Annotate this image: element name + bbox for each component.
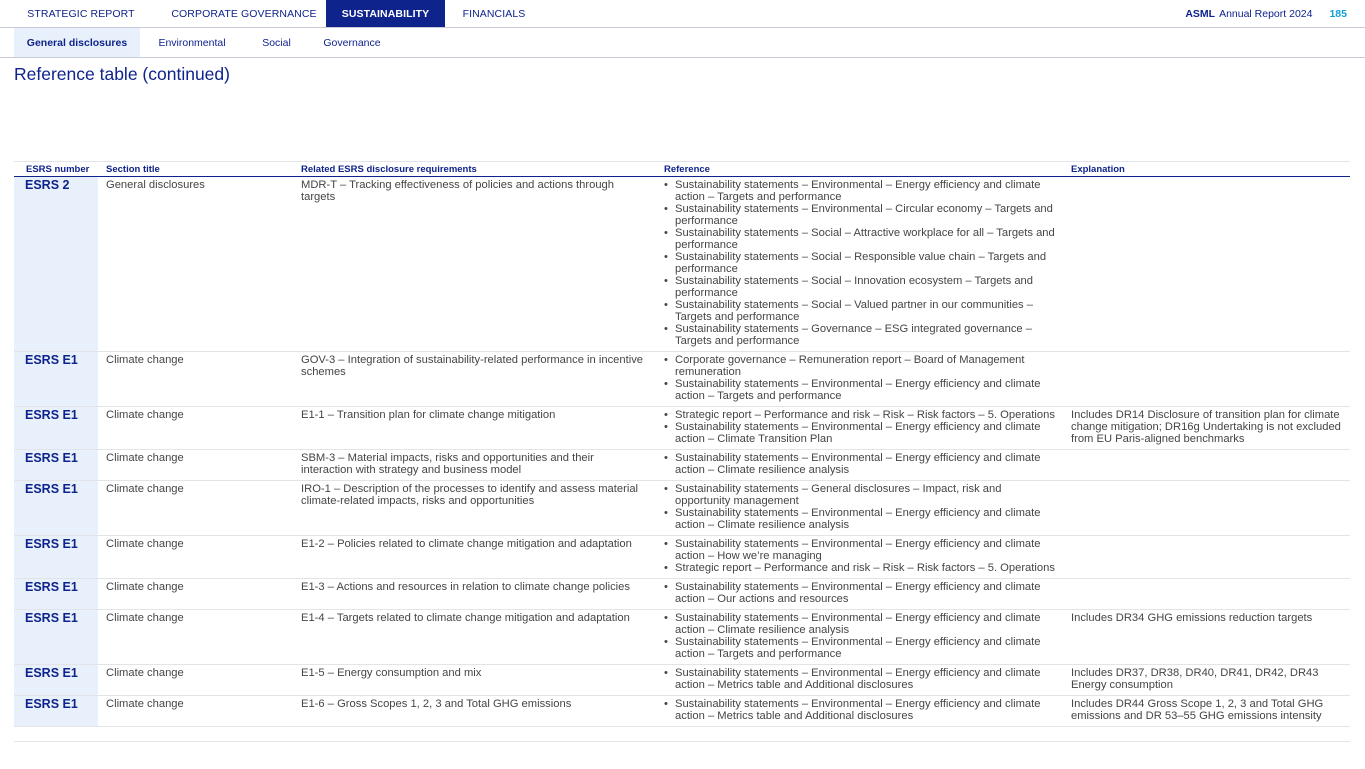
reference-list: [664, 612, 1055, 660]
reference-cell: [656, 696, 1063, 726]
reference-item: • Strategic report – Performance and risk – Risk – Risk factors – 5. Operations: [664, 562, 1055, 574]
subtab-social[interactable]: Social: [262, 36, 291, 49]
tab-strategic-report[interactable]: STRATEGIC REPORT: [27, 7, 135, 20]
table-row: [14, 696, 1350, 727]
disclosure-requirement: GOV-3 – Integration of sustainability-related performance in incentive schemes: [301, 354, 644, 378]
esrs-number: ESRS E1: [14, 407, 98, 449]
reference-table: [14, 161, 1350, 727]
reference-list: [664, 452, 1055, 476]
esrs-number: ESRS E1: [14, 450, 98, 480]
esrs-number: ESRS E1: [14, 579, 98, 609]
reference-list: [664, 354, 1055, 402]
reference-cell: [656, 352, 1063, 406]
reference-item: • Sustainability statements – Environmental – Energy efficiency and climate action – Metrics table and Additional disclosures: [664, 667, 1055, 691]
table-row: [14, 610, 1350, 665]
header-disclosure-requirements: Related ESRS disclosure requirements: [301, 164, 477, 175]
reference-item: • Sustainability statements – Social – Valued partner in our communities – Targets and performance: [664, 299, 1055, 323]
header-explanation: Explanation: [1071, 164, 1125, 175]
reference-item: • Sustainability statements – Environmental – Energy efficiency and climate action – Targets and performance: [664, 378, 1055, 402]
reference-list: [664, 698, 1055, 722]
esrs-number: ESRS E1: [14, 696, 98, 726]
reference-list: [664, 483, 1055, 531]
reference-item: • Sustainability statements – Environmental – Energy efficiency and climate action – Climate resilience analysis: [664, 507, 1055, 531]
section-title: Climate change: [106, 538, 184, 550]
reference-cell: [656, 481, 1063, 535]
table-row: [14, 536, 1350, 579]
reference-cell: [656, 450, 1063, 480]
table-end-rule: [14, 741, 1350, 742]
reference-item: • Strategic report – Performance and risk – Risk – Risk factors – 5. Operations: [664, 409, 1055, 421]
reference-item: • Sustainability statements – Environmental – Energy efficiency and climate action – Climate resilience analysis: [664, 612, 1055, 636]
reference-cell: [656, 665, 1063, 695]
reference-item: • Sustainability statements – Governance – ESG integrated governance – Targets and performance: [664, 323, 1055, 347]
reference-item: • Sustainability statements – Environmental – Energy efficiency and climate action – Metrics table and Additional disclosures: [664, 698, 1055, 722]
reference-cell: [656, 610, 1063, 664]
subtab-environmental[interactable]: Environmental: [158, 36, 226, 49]
reference-cell: [656, 407, 1063, 449]
table-row: [14, 352, 1350, 407]
reference-list: [664, 667, 1055, 691]
report-brand: [1185, 0, 1365, 28]
section-title: Climate change: [106, 354, 184, 366]
disclosure-requirement: E1-3 – Actions and resources in relation to climate change policies: [301, 581, 630, 593]
section-title: General disclosures: [106, 179, 205, 191]
header-section-title: Section title: [106, 164, 160, 175]
table-row: [14, 450, 1350, 481]
section-title: Climate change: [106, 698, 184, 710]
tab-corporate-governance[interactable]: CORPORATE GOVERNANCE: [171, 7, 317, 20]
explanation: Includes DR34 GHG emissions reduction targets: [1071, 612, 1313, 624]
section-title: Climate change: [106, 452, 184, 464]
esrs-number: ESRS E1: [14, 481, 98, 535]
header-reference: Reference: [664, 164, 710, 175]
esrs-number: ESRS E1: [14, 665, 98, 695]
reference-item: • Sustainability statements – Environmental – Energy efficiency and climate action – Targets and performance: [664, 179, 1055, 203]
table-header: [14, 161, 1350, 177]
disclosure-requirement: E1-4 – Targets related to climate change mitigation and adaptation: [301, 612, 630, 624]
explanation: [1063, 352, 1350, 406]
reference-item: • Sustainability statements – Social – Innovation ecosystem – Targets and performance: [664, 275, 1055, 299]
explanation: [1063, 536, 1350, 578]
subtab-general-disclosures[interactable]: General disclosures: [14, 28, 140, 57]
table-row: [14, 177, 1350, 352]
table-row: [14, 579, 1350, 610]
explanation: [1063, 579, 1350, 609]
explanation: [1063, 450, 1350, 480]
disclosure-requirement: E1-6 – Gross Scopes 1, 2, 3 and Total GHG emissions: [301, 698, 572, 710]
section-title: Climate change: [106, 667, 184, 679]
explanation: Includes DR37, DR38, DR40, DR41, DR42, DR43 Energy consumption: [1071, 667, 1319, 691]
reference-item: • Sustainability statements – Environmental – Energy efficiency and climate action – How we’re managing: [664, 538, 1055, 562]
section-title: Climate change: [106, 612, 184, 624]
subtab-governance[interactable]: Governance: [323, 36, 381, 49]
section-title: Climate change: [106, 483, 184, 495]
table-row: [14, 481, 1350, 536]
reference-cell: [656, 536, 1063, 578]
explanation: [1063, 177, 1350, 351]
reference-item: • Sustainability statements – Social – Responsible value chain – Targets and performance: [664, 251, 1055, 275]
page-number: 185: [1329, 8, 1347, 20]
reference-list: [664, 538, 1055, 574]
explanation: Includes DR44 Gross Scope 1, 2, 3 and Total GHG emissions and DR 53–55 GHG emissions intensity: [1071, 698, 1324, 722]
table-row: [14, 407, 1350, 450]
explanation: Includes DR14 Disclosure of transition plan for climate change mitigation; DR16g Undertaking is not excluded from EU Paris-aligned benchmarks: [1071, 409, 1341, 445]
reference-item: • Corporate governance – Remuneration report – Board of Management remuneration: [664, 354, 1055, 378]
reference-list: [664, 409, 1055, 445]
page-title: Reference table (continued): [14, 64, 230, 84]
reference-item: • Sustainability statements – Social – Attractive workplace for all – Targets and performance: [664, 227, 1055, 251]
section-title: Climate change: [106, 409, 184, 421]
disclosure-requirement: E1-1 – Transition plan for climate change mitigation: [301, 409, 556, 421]
sub-navigation: [0, 28, 1365, 58]
disclosure-requirement: IRO-1 – Description of the processes to identify and assess material climate-related impacts, risks and opportunities: [301, 483, 639, 507]
tab-financials[interactable]: FINANCIALS: [462, 7, 526, 20]
reference-list: [664, 179, 1055, 347]
explanation: [1063, 481, 1350, 535]
table-body: [14, 177, 1350, 727]
disclosure-requirement: MDR-T – Tracking effectiveness of policies and actions through targets: [301, 179, 614, 203]
reference-cell: [656, 579, 1063, 609]
reference-item: • Sustainability statements – General disclosures – Impact, risk and opportunity management: [664, 483, 1055, 507]
reference-cell: [656, 177, 1063, 351]
tab-sustainability[interactable]: SUSTAINABILITY: [326, 0, 445, 27]
header-esrs-number: ESRS number: [26, 164, 90, 175]
top-navigation: [0, 0, 1365, 28]
reference-item: • Sustainability statements – Environmental – Energy efficiency and climate action – Climate Transition Plan: [664, 421, 1055, 445]
table-row: [14, 665, 1350, 696]
reference-item: • Sustainability statements – Environmental – Energy efficiency and climate action – Our actions and resources: [664, 581, 1055, 605]
esrs-number: ESRS 2: [14, 177, 98, 351]
reference-item: • Sustainability statements – Environmental – Energy efficiency and climate action – Climate resilience analysis: [664, 452, 1055, 476]
reference-item: • Sustainability statements – Environmental – Circular economy – Targets and performance: [664, 203, 1055, 227]
esrs-number: ESRS E1: [14, 536, 98, 578]
brand-name: ASML: [1185, 8, 1216, 20]
reference-list: [664, 581, 1055, 605]
disclosure-requirement: SBM-3 – Material impacts, risks and opportunities and their interaction with strategy and business model: [301, 452, 594, 476]
reference-item: • Sustainability statements – Environmental – Energy efficiency and climate action – Targets and performance: [664, 636, 1055, 660]
disclosure-requirement: E1-5 – Energy consumption and mix: [301, 667, 482, 679]
report-title: Annual Report 2024: [1219, 8, 1313, 20]
esrs-number: ESRS E1: [14, 610, 98, 664]
section-title: Climate change: [106, 581, 184, 593]
disclosure-requirement: E1-2 – Policies related to climate change mitigation and adaptation: [301, 538, 632, 550]
esrs-number: ESRS E1: [14, 352, 98, 406]
